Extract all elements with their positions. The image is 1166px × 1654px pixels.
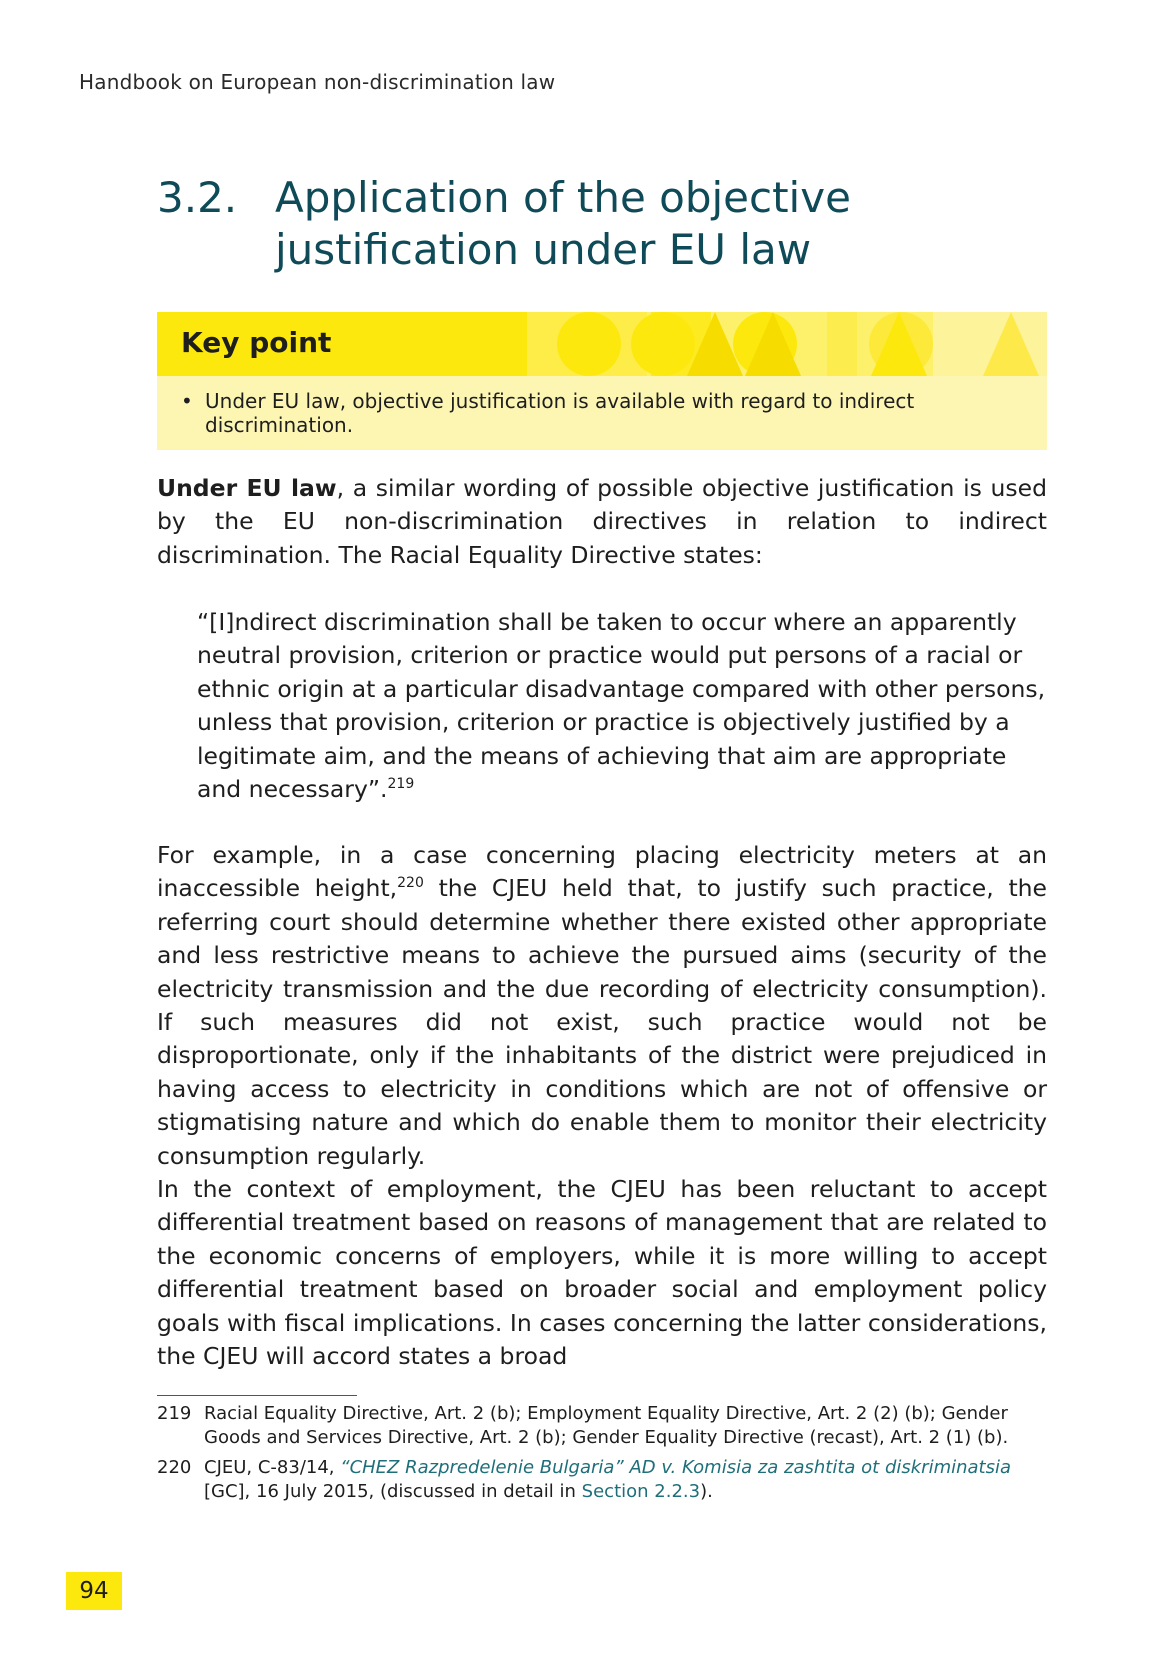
section-title-text (275, 172, 1017, 276)
case-link[interactable]: “CHEZ Razpredelenie Bulgaria” AD v. Komisia za zashtita ot diskriminatsia (340, 1457, 1012, 1478)
footnote-ref-219[interactable]: 219 (387, 776, 415, 793)
key-point-box (157, 312, 1047, 450)
paragraph-2-part2: the CJEU held that, to justify such practice, the referring court should determine whether there existed other appropriate and less restrictive means to achieve the pursued aims (security of the electricity transmission and the due recording of electricity consumption). If such measures did not exist, such practice would not be disproportionate, only if the inhabitants of the district were prejudiced in having access to electricity in conditions which are not of offensive or stigmatising nature and which do enable them to monitor their electricity consumption regularly. (157, 874, 1048, 1170)
directive-quote (197, 606, 1047, 806)
footnote-220 (157, 1456, 1047, 1504)
section-title (157, 172, 1017, 276)
footnote-text: Racial Equality Directive, Art. 2 (b); Employment Equality Directive, Art. 2 (2) (b); Gender Goods and Services Directive, Art. 2 (b); Gender Equality Directive (recast), Art. 2 (1) (b). (204, 1403, 1009, 1448)
paragraph-3: In the context of employment, the CJEU has been reluctant to accept differential treatment based on reasons of management that are related to the economic concerns of employers, while it is more willing to accept differential treatment based on broader social and employment policy goals with fiscal implications. In cases concerning the latter considerations, the CJEU will accord states a broad (157, 1175, 1047, 1371)
footnote-suffix: ). (700, 1481, 713, 1502)
key-point-label: Key point (181, 326, 332, 359)
quote-text: “[I]ndirect discrimination shall be taken to occur where an apparently neutral provision, criterion or practice would put persons of a racial or ethnic origin at a particular disadvantage compared with other persons, unless that provision, criterion or practice is objectively justified by a legitimate aim, and the means of achieving that aim are appropriate and necessary”. (197, 608, 1046, 804)
section-number: 3.2. (157, 173, 238, 222)
footnote-number: 219 (157, 1403, 192, 1424)
key-point-text: Under EU law, objective justification is available with regard to indirect discrimination. (205, 389, 915, 437)
footnote-mid: [GC], 16 July 2015, (discussed in detail in (204, 1481, 582, 1502)
page-number: 94 (66, 1572, 122, 1610)
key-point-body (157, 376, 1047, 450)
paragraph-1-bold-lead: Under EU law (157, 474, 337, 502)
key-point-header (157, 312, 1047, 376)
decorative-shapes (527, 312, 1047, 376)
section-title-line1: Application of the objective (275, 173, 851, 222)
paragraph-1-text: , a similar wording of possible objective justification is used by the EU non-discrimination directives in relation to indirect discrimination. The Racial Equality Directive states: (157, 474, 1047, 569)
paragraph-2-part1: For example, in a case concerning placing electricity meters at an inaccessible height, (157, 841, 1047, 903)
footnote-number: 220 (157, 1457, 192, 1478)
footnote-219 (157, 1402, 1047, 1450)
section-title-line2: justification under EU law (275, 225, 812, 274)
footnote-ref-220[interactable]: 220 (397, 875, 424, 892)
paragraph-1 (157, 472, 1047, 572)
footnotes (157, 1402, 1047, 1510)
footnote-divider (157, 1395, 357, 1396)
footnote-prefix: CJEU, C-83/14, (204, 1457, 341, 1478)
running-head: Handbook on European non-discrimination law (79, 70, 556, 94)
footnote-text (204, 1456, 1047, 1504)
bullet-icon: • (181, 389, 193, 413)
section-link[interactable]: Section 2.2.3 (581, 1481, 701, 1502)
paragraph-2 (157, 839, 1047, 1173)
